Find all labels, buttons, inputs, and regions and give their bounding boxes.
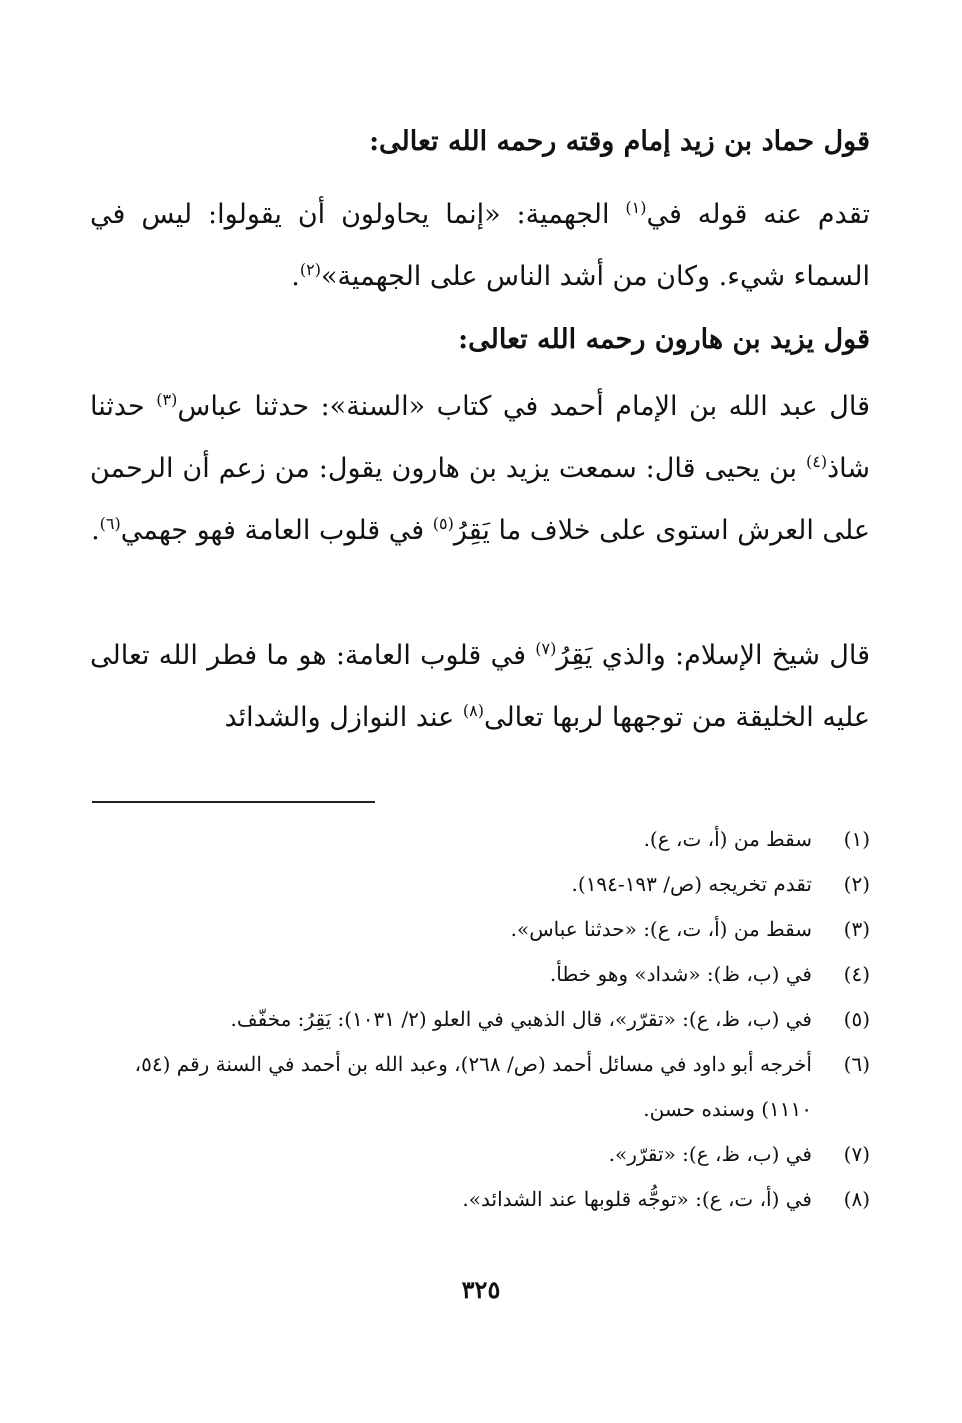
section-hammad — [90, 120, 870, 308]
paragraph-text: قال شيخ الإسلام: والذي يَقِرُ — [556, 640, 870, 671]
section-sheikh-islam — [90, 625, 870, 749]
paragraph-text: في قلوب العامة فهو جهمي — [120, 515, 433, 546]
footnote-text: في (ب، ظ، ع): «تقرّر». — [608, 1142, 812, 1166]
footnote-marker: (٨) — [462, 701, 484, 720]
footnote-item — [90, 952, 870, 997]
footnote-text: أخرجه أبو داود في مسائل أحمد (ص/ ٢٦٨)، وعبد الله بن أحمد في السنة رقم (٥٤، ١١١٠) وسنده حسن. — [134, 1052, 812, 1121]
footnote-item — [90, 907, 870, 952]
footnote-number: (٨) — [843, 1187, 870, 1211]
footnotes — [90, 817, 870, 1222]
section-paragraph — [90, 184, 870, 308]
section-heading: قول حماد بن زيد إمام وقته رحمه الله تعالى: — [369, 126, 870, 157]
paragraph-text: . — [91, 515, 100, 546]
footnote-text: سقط من (أ، ت، ع). — [643, 827, 812, 851]
footnote-marker: (٥) — [432, 514, 454, 533]
footnote-text: سقط من (أ، ت، ع): «حدثنا عباس». — [510, 917, 812, 941]
footnote-text: في (ب، ظ، ع): «تقرّر»، قال الذهبي في العلو (٢/ ١٠٣١): يَقِرُ: مخفّف. — [230, 1007, 812, 1031]
footnote-item — [90, 817, 870, 862]
paragraph-text: . — [291, 261, 300, 292]
paragraph-text: عند النوازل والشدائد — [224, 702, 463, 733]
section-paragraph — [90, 625, 870, 749]
footnote-item — [90, 1177, 870, 1222]
paragraph-text: تقدم عنه قوله في — [646, 199, 870, 230]
footnote-item — [90, 1132, 870, 1177]
footnote-number: (٧) — [843, 1142, 870, 1166]
section-yazid — [90, 318, 870, 562]
footnote-divider — [92, 801, 375, 803]
footnote-number: (٣) — [843, 917, 870, 941]
section-heading: قول يزيد بن هارون رحمه الله تعالى: — [458, 324, 870, 355]
footnote-item — [90, 1042, 870, 1132]
paragraph-text: بن يحيى قال: سمعت يزيد بن هارون يقول: من زعم أن الرحمن على العرش استوى على خلاف ما يَقِرُ — [90, 453, 870, 546]
footnote-number: (٥) — [843, 1007, 870, 1031]
footnote-marker: (٧) — [535, 639, 557, 658]
footnote-number: (٢) — [843, 872, 870, 896]
paragraph-text: الجهمية: «إنما يحاولون أن يقولوا: ليس في السماء شيء. وكان من أشد الناس على الجهمية» — [90, 199, 870, 292]
footnote-number: (٦) — [843, 1052, 870, 1076]
footnote-marker: (٣) — [156, 390, 178, 409]
footnote-item — [90, 997, 870, 1042]
footnote-marker: (٦) — [99, 514, 121, 533]
footnote-text: في (أ، ت، ع): «توجُّه قلوبها عند الشدائد». — [462, 1187, 812, 1211]
footnote-text: في (ب، ظ): «شداد» وهو خطأ. — [549, 962, 812, 986]
paragraph-text: في قلوب العامة: هو ما فطر الله تعالى عليه الخليقة من توجهها لربها تعالى — [90, 640, 870, 733]
footnote-text: تقدم تخريجه (ص/ ١٩٣-١٩٤). — [571, 872, 812, 896]
paragraph-text: حدثنا شاذ — [90, 391, 870, 484]
footnote-item — [90, 862, 870, 907]
page-number: ٣٢٥ — [461, 1275, 501, 1304]
paragraph-text: قال عبد الله بن الإمام أحمد في كتاب «السنة»: حدثنا عباس — [177, 391, 870, 422]
footnote-number: (١) — [843, 827, 870, 851]
footnote-marker: (٤) — [806, 452, 828, 471]
footnote-number: (٤) — [843, 962, 870, 986]
section-paragraph — [90, 376, 870, 562]
footnote-marker: (١) — [625, 198, 647, 217]
footnote-marker: (٢) — [299, 260, 321, 279]
